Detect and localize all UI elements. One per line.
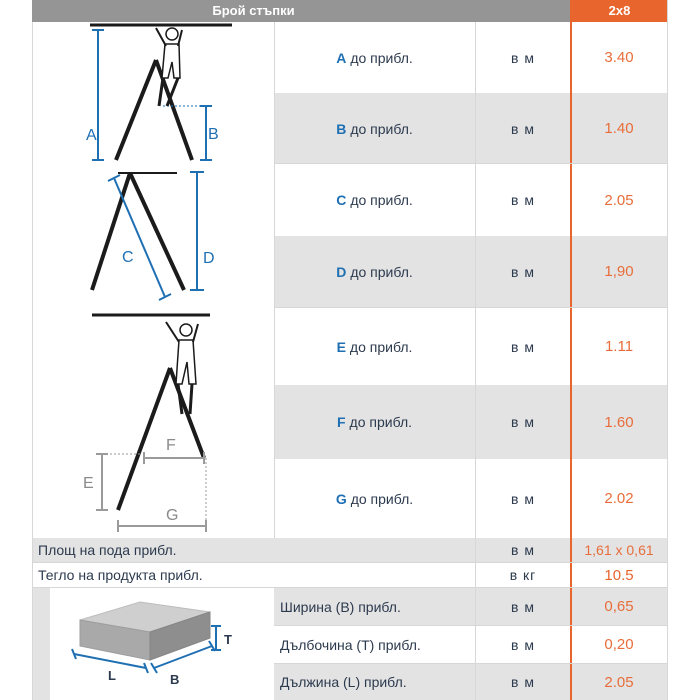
label-f: F [166,437,176,454]
row-g-unit: в м [511,490,535,507]
pack-width-label: Ширина (B) прибл. [280,598,401,615]
header-unit-blank [475,0,571,22]
ladder-leg-front-2 [92,173,130,290]
row-a-value: 3.40 [604,49,634,66]
row-f-unit: в м [511,414,535,430]
row-f-value: 1.60 [604,413,634,431]
diagram-c-d [92,172,215,300]
row-a-unit: в м [511,49,535,66]
header-model: 2x8 [571,0,668,22]
row-e-label: E до прибл. [336,338,413,355]
row-d-value: 1,90 [604,263,634,280]
pack-depth-value: 0,20 [604,636,634,653]
row-g-value: 2.02 [604,490,634,507]
row-d-unit: в м [511,263,535,280]
pack-depth-label: Дълбочина (T) прибл. [280,636,421,653]
floor-area-unit: в м [511,542,535,558]
label-g: G [166,507,179,524]
row-e-value: 1.11 [604,338,634,355]
pack-width-value: 0,65 [604,598,634,615]
pack-width-unit: в м [511,598,535,615]
pack-length-unit: в м [511,674,535,690]
header-title: Брой стъпки [32,0,475,22]
label-box-t: T [224,632,232,647]
row-g-label: G до прибл. [335,490,414,507]
diagram-a-b [86,25,232,160]
person-head-2 [180,324,192,336]
label-box-l: L [108,668,116,683]
person-body-1 [162,44,180,78]
floor-area-label: Площ на пода прибл. [38,542,177,558]
box-side-bg [32,588,50,700]
row-c-unit: в м [511,192,535,208]
row-b-unit: в м [511,120,535,137]
grid-vline-right [667,0,668,700]
label-e: E [83,475,94,492]
package-box-diagram [50,588,274,700]
person-body-2 [176,340,196,384]
pack-length-value: 2.05 [604,673,634,691]
row-b-value: 1.40 [604,120,634,137]
floor-area-value: 1,61 x 0,61 [584,542,654,558]
row-e-unit: в м [511,338,535,355]
label-b: B [208,126,219,143]
row-f-label: F до прибл. [336,414,413,430]
row-b-label: B до прибл. [336,120,413,137]
label-c: C [122,249,134,266]
ladder-leg-front-1 [116,60,156,160]
weight-unit: в кг [509,567,537,583]
row-a-label: A до прибл. [336,49,413,66]
pack-length-label: Дължина (L) прибл. [280,674,407,690]
pack-depth-unit: в м [511,636,535,653]
label-box-b: B [170,672,180,687]
row-c-value: 2.05 [604,191,634,209]
row-c-label: C до прибл. [336,192,413,208]
row-d-label: D до прибл. [336,263,413,280]
label-a: A [86,127,97,144]
ladder-leg-back-2 [130,173,184,290]
ladder-leg-front-3 [118,368,170,510]
person-head-1 [166,28,178,40]
ladder-diagrams [32,22,274,538]
weight-label: Тегло на продукта прибл. [38,567,203,583]
label-d: D [203,250,215,267]
weight-value: 10.5 [604,566,634,584]
diagram-e-f-g [83,315,210,532]
